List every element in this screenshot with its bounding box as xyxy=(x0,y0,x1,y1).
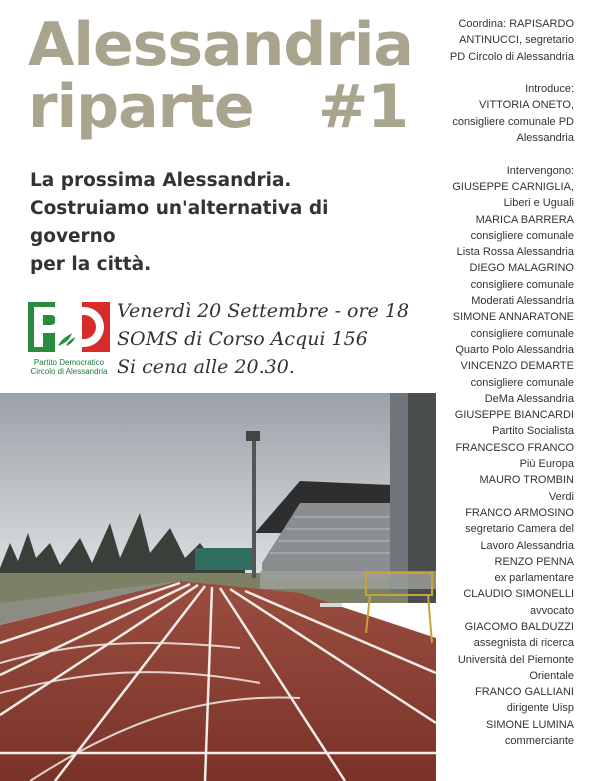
speaker-line: DIEGO MALAGRINO xyxy=(469,262,574,275)
subtitle-line: La prossima Alessandria. xyxy=(30,170,292,191)
running-track-photo xyxy=(0,393,436,781)
title-line-1: Alessandria xyxy=(28,10,413,80)
pd-logo xyxy=(28,302,110,376)
speaker-line: Lista Rossa Alessandria xyxy=(456,246,574,259)
speaker-line: FRANCESCO FRANCO xyxy=(455,441,574,454)
title-word-riparte: riparte xyxy=(28,72,254,142)
speaker-line: DeMa Alessandria xyxy=(484,392,574,405)
speaker-line: MAURO TROMBIN xyxy=(479,474,574,487)
poster-title xyxy=(28,10,413,142)
speaker-line: GIUSEPPE BIANCARDI xyxy=(454,409,574,422)
speaker-line: Moderati Alessandria xyxy=(471,295,574,308)
speaker-line: Più Europa xyxy=(519,458,574,471)
speaker-line: Lavoro Alessandria xyxy=(480,539,574,552)
speaker-line: Alessandria xyxy=(516,132,574,145)
speaker-line: FRANCO ARMOSINO xyxy=(465,506,574,519)
speaker-line: Università del Piemonte xyxy=(457,653,574,666)
speaker-line: GIUSEPPE CARNIGLIA, xyxy=(452,180,574,193)
pd-logo-icon xyxy=(28,302,110,352)
speaker-line: Liberi e Uguali xyxy=(503,197,574,210)
speaker-line: ANTINUCCI, segretario xyxy=(459,34,574,47)
speaker-line: Orientale xyxy=(529,669,574,682)
speaker-line: dirigente Uisp xyxy=(506,702,574,715)
speaker-line: commerciante xyxy=(504,735,574,748)
logo-caption-party: Partito Democratico xyxy=(33,358,105,367)
speaker-line: Partito Socialista xyxy=(492,425,574,438)
speaker-line: FRANCO GALLIANI xyxy=(474,686,574,699)
speaker-line: Introduce: xyxy=(525,83,574,96)
subtitle-line: Costruiamo un'alternativa di governo xyxy=(30,198,329,247)
speaker-line: VINCENZO DEMARTE xyxy=(460,360,574,373)
speaker-line: RENZO PENNA xyxy=(494,555,574,568)
event-date: Venerdì 20 Settembre - ore 18 xyxy=(117,300,410,322)
subtitle xyxy=(30,167,420,279)
title-hashtag: #1 xyxy=(317,72,408,142)
speaker-line: consigliere comunale xyxy=(470,376,574,389)
speaker-line: Quarto Polo Alessandria xyxy=(455,343,574,356)
speaker-line: ex parlamentare xyxy=(494,572,574,585)
speaker-line: SIMONE LUMINA xyxy=(485,718,574,731)
event-dinner: Si cena alle 20.30. xyxy=(117,356,295,378)
speaker-line: segretario Camera del xyxy=(465,523,574,536)
coordina-block xyxy=(438,16,574,65)
logo-caption-circolo: Circolo di Alessandria xyxy=(30,367,108,376)
speaker-line: Intervengono: xyxy=(506,164,574,177)
speakers-list xyxy=(438,16,574,749)
speaker-line: MARICA BARRERA xyxy=(475,213,574,226)
speaker-line: consigliere comunale xyxy=(470,327,574,340)
intervengono-block xyxy=(438,163,574,750)
speaker-line: Verdi xyxy=(548,490,574,503)
event-details xyxy=(117,297,409,381)
speaker-line: avvocato xyxy=(529,604,574,617)
speaker-line: GIACOMO BALDUZZI xyxy=(464,620,574,633)
title-line-2 xyxy=(28,72,408,142)
speaker-line: assegnista di ricerca xyxy=(473,637,574,650)
track-stadium-image xyxy=(0,393,436,781)
speaker-line: consigliere comunale PD xyxy=(452,115,574,128)
speaker-line: PD Circolo di Alessandria xyxy=(449,50,574,63)
subtitle-line: per la città. xyxy=(30,254,152,275)
speaker-line: consigliere comunale xyxy=(470,229,574,242)
speaker-line: Coordina: RAPISARDO xyxy=(458,18,574,30)
speaker-line: consigliere comunale xyxy=(470,278,574,291)
speaker-line: CLAUDIO SIMONELLI xyxy=(463,588,574,601)
speaker-line: VITTORIA ONETO, xyxy=(479,99,574,112)
introduce-block xyxy=(438,81,574,146)
event-venue: SOMS di Corso Acqui 156 xyxy=(117,328,368,350)
speaker-line: SIMONE ANNARATONE xyxy=(452,311,574,324)
